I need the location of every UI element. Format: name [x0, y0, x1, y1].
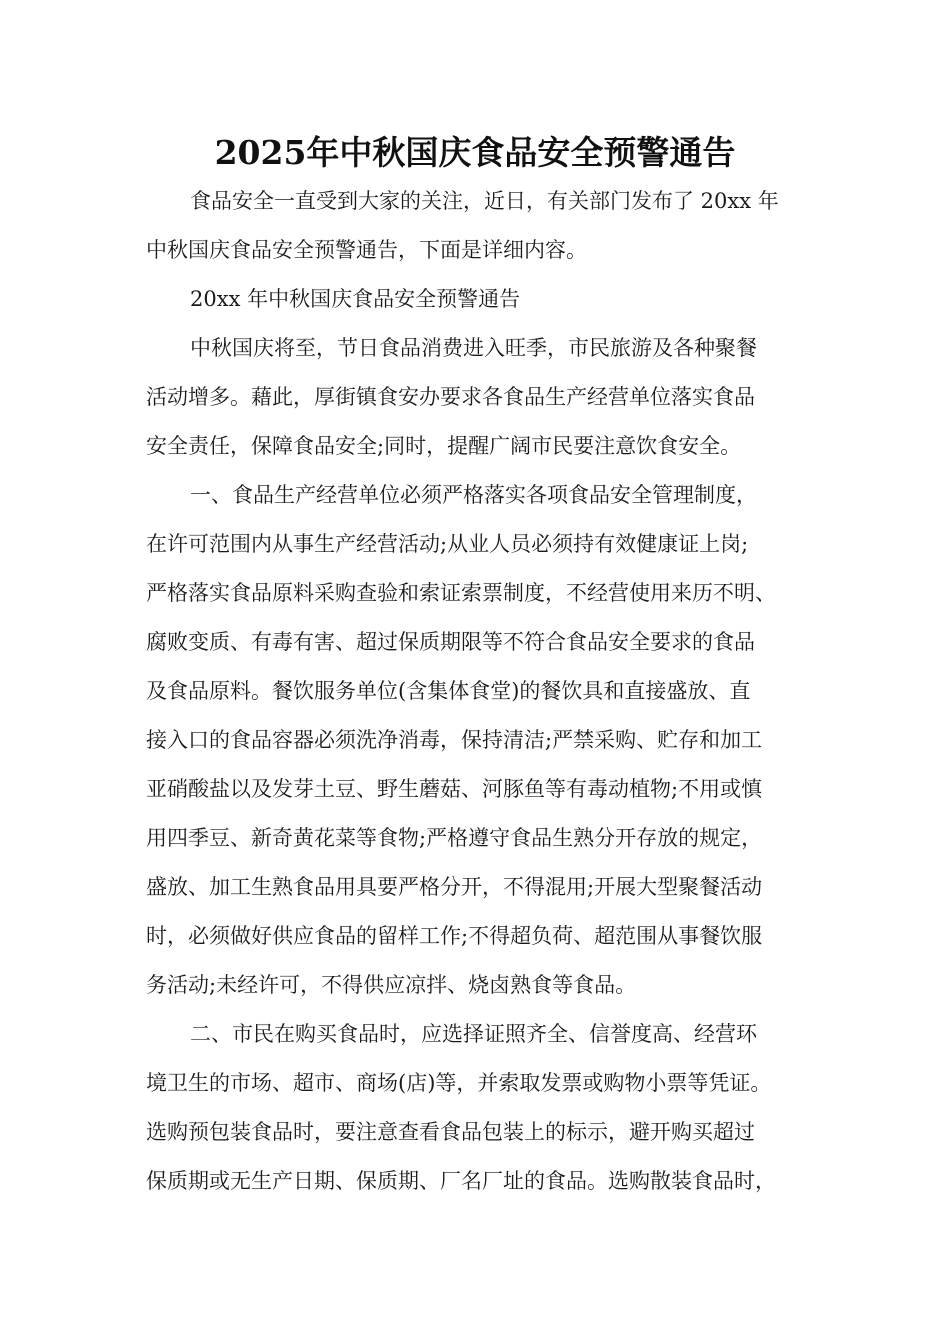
paragraph-line: 中秋国庆将至，节日食品消费进入旺季，市民旅游及各种聚餐	[190, 336, 757, 360]
paragraph-line: 境卫生的市场、超市、商场(店)等，并索取发票或购物小票等凭证。	[146, 1071, 772, 1095]
paragraph-line: 一、食品生产经营单位必须严格落实各项食品安全管理制度，	[190, 483, 757, 507]
paragraph-line: 二、市民在购买食品时，应选择证照齐全、信誉度高、经营环	[190, 1022, 757, 1046]
paragraph-line: 食品安全一直受到大家的关注，近日，有关部门发布了 20xx 年	[190, 189, 779, 213]
paragraph-line: 盛放、加工生熟食品用具要严格分开，不得混用;开展大型聚餐活动	[146, 875, 763, 899]
paragraph-line: 及食品原料。餐饮服务单位(含集体食堂)的餐饮具和直接盛放、直	[146, 679, 751, 703]
paragraph-line: 在许可范围内从事生产经营活动;从业人员必须持有效健康证上岗;	[146, 532, 749, 556]
paragraph-line: 亚硝酸盐以及发芽土豆、野生蘑菇、河豚鱼等有毒动植物;不用或慎	[146, 777, 763, 801]
paragraph-line: 时，必须做好供应食品的留样工作;不得超负荷、超范围从事餐饮服	[146, 924, 763, 948]
paragraph-line: 腐败变质、有毒有害、超过保质期限等不符合食品安全要求的食品	[146, 630, 755, 654]
paragraph-line: 选购预包装食品时，要注意查看食品包装上的标示，避开购买超过	[146, 1120, 755, 1144]
paragraph-line: 20xx 年中秋国庆食品安全预警通告	[190, 287, 521, 311]
document-title: 2025年中秋国庆食品安全预警通告	[214, 133, 736, 172]
document-body	[146, 177, 836, 1206]
paragraph-line: 中秋国庆食品安全预警通告，下面是详细内容。	[146, 238, 587, 262]
paragraph-line: 严格落实食品原料采购查验和索证索票制度，不经营使用来历不明、	[146, 581, 776, 605]
paragraph-line: 安全责任，保障食品安全;同时，提醒广阔市民要注意饮食安全。	[146, 434, 742, 458]
paragraph-line: 接入口的食品容器必须洗净消毒，保持清洁;严禁采购、贮存和加工	[146, 728, 763, 752]
paragraph-line: 用四季豆、新奇黄花菜等食物;严格遵守食品生熟分开存放的规定，	[146, 826, 763, 850]
paragraph-line: 务活动;未经许可，不得供应凉拌、烧卤熟食等食品。	[146, 973, 637, 997]
paragraph-line: 保质期或无生产日期、保质期、厂名厂址的食品。选购散装食品时，	[146, 1169, 776, 1193]
paragraph-line: 活动增多。藉此，厚街镇食安办要求各食品生产经营单位落实食品	[146, 385, 755, 409]
